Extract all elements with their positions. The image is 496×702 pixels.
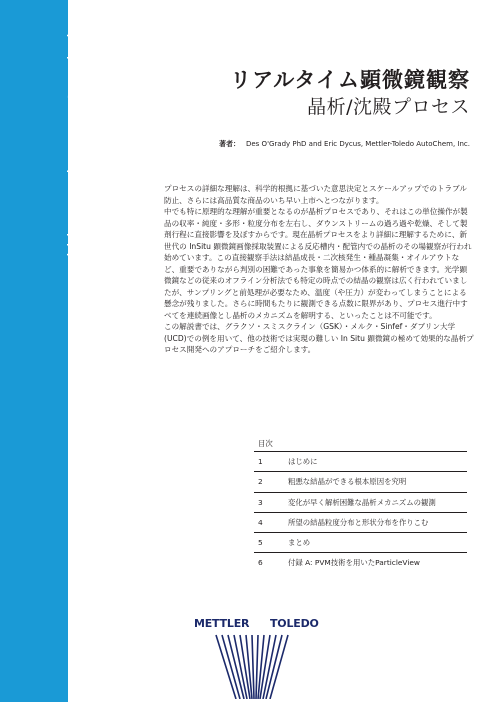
toc-title: 目次 [258, 439, 273, 448]
table-of-contents [254, 437, 467, 573]
logo-text-right: TOLEDO [270, 617, 319, 630]
intro-paragraph: 中でも特に原理的な理解が重要となるのが晶析プロセスであり、それはこの単位操作が製品の収率・純度・多形・粒度分布を左右し、ダウンストリームの過ろ過や乾燥、そして製剤行程に直接影響を及ぼすからです。現在晶析プロセスをより詳細に理解するために、新世代の InSitu 顕微鏡画像採取装置による反応槽内・配管内での晶析のその場観察が行われ始めています。この直接観察手法は結晶成長・二次核発生・種晶凝集・オイルアウトなど、重要でありながら判別の困難であった事象を簡易かつ体系的に解析できます。光学顕微鏡などの従来のオフライン分析法でも特定の時点での結晶の観察は広く行われていましたが、サンプリングと前処理が必要なため、温度（や圧力）が変わってしまうことによる懸念が残りました。さらに時間もたりに観測できる点数に限界があり、プロセス進行中すべてを連続画像とし晶析のメカニズムを解明する、といったことは不可能です。 [164, 207, 472, 320]
toc-item-number: 3 [258, 497, 263, 507]
document-heading [230, 68, 470, 120]
author-label: 著者： [218, 140, 240, 148]
intro-text [164, 183, 474, 356]
intro-paragraph: この解説書では、グラクソ・スミスクライン（GSK）・メルク・Sinfef・ダブリン大学(UCD)での例を用いて、他の技術では実現の難しい In Situ 顕微鏡の極めて効果的な晶析プロセス開発へのアプローチをご紹介します。 [164, 322, 474, 354]
document-title: リアルタイム顕微鏡観察 [230, 68, 470, 92]
toc-item[interactable] [254, 451, 467, 471]
author-names: Des O'Grady PhD and Eric Dycus, Mettler-Toledo AutoChem, Inc. [245, 140, 470, 148]
toc-item[interactable] [254, 471, 467, 491]
toc-item-label: 付録 A: PVM技術を用いたParticleView [288, 558, 420, 568]
intro-paragraph: プロセスの詳細な理解は、科学的根拠に基づいた意思決定とスケールアップでのトラブル防止、さらには高品質な商品のいち早い上市へとつながります。 [164, 184, 467, 205]
toc-item[interactable] [254, 552, 467, 572]
toc-item[interactable] [254, 532, 467, 552]
toc-item[interactable] [254, 492, 467, 512]
logo-rays-graphic [186, 617, 318, 699]
toc-item-number: 4 [258, 517, 263, 527]
vertical-guide-title: Crystallization Guide [62, 8, 102, 372]
sidebar-band [0, 0, 102, 702]
toc-item-number: 6 [258, 558, 263, 568]
toc-item-label: 所望の結晶粒度分布と形状分布を作りこむ [288, 517, 429, 527]
toc-item[interactable] [254, 512, 467, 532]
toc-item-label: 粗悪な結晶ができる根本原因を究明 [288, 477, 407, 487]
mettler-toledo-logo [186, 617, 318, 699]
toc-item-number: 5 [258, 538, 263, 548]
toc-item-label: 変化が早く解析困難な晶析メカニズムの観測 [288, 497, 436, 507]
toc-item-label: はじめに [288, 457, 318, 466]
document-subtitle: 晶析/沈殿プロセス [307, 96, 470, 118]
toc-item-label: まとめ [288, 538, 311, 548]
toc-item-number: 2 [258, 477, 263, 487]
author-line [219, 139, 470, 149]
toc-item-number: 1 [258, 457, 263, 466]
logo-text-left: METTLER [194, 617, 250, 630]
